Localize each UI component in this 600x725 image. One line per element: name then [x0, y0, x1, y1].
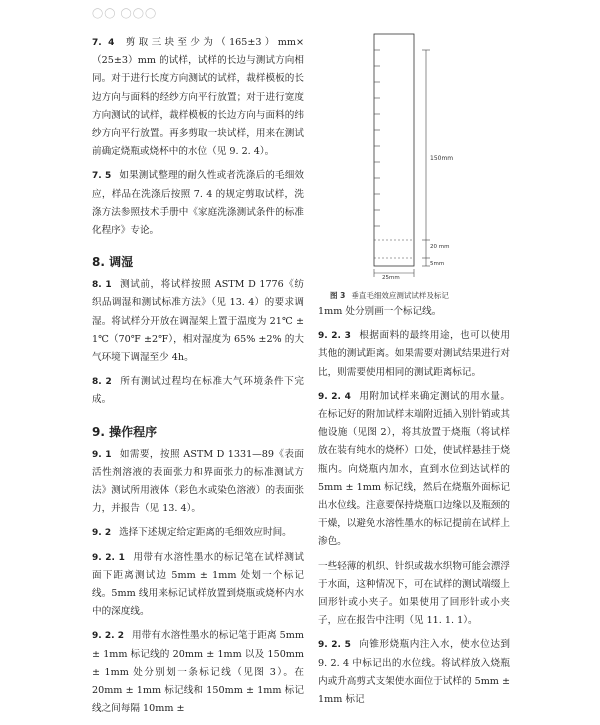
figure-caption-text: 垂直毛细效应测试试样及标记 — [351, 291, 449, 300]
clause-text: 所有测试过程均在标准大气环境条件下完成。 — [92, 376, 305, 406]
clause-number: 9. 2 — [92, 528, 112, 539]
left-column — [92, 34, 304, 725]
clause-number: 9. 2. 4 — [318, 391, 351, 402]
clause-text: 剪取三块至少为（165±3）mm×（25±3）mm 的试样，试样的长边与测试方向相同。对于进行长度方向测试的试样，裁样模板的长边方向与面料的经纱方向平行放置；对于进行宽度方向测试的试样，裁样模板的长边方向与面料的纬纱方向平行放置。再多剪取一块试样，用来在测试前确定烧瓶或烧杯中的水位（见 9. 2. 4）。 — [92, 37, 305, 158]
specimen-figure — [330, 30, 506, 280]
paragraph-9-2-4-note: 一些轻薄的机织、针织或裁水织物可能会漂浮于水面，这种情况下，可在试样的测试端缀上回形针或小夹子。如果使用了回形针或小夹子，应在报告中注明（见 11. 1. 1）。 — [318, 560, 510, 627]
clause-number: 9. 2. 1 — [92, 552, 125, 563]
paragraph-9-2-2-continued: 1mm 处分别画一个标记线。 — [318, 306, 442, 317]
clause-text: 用带有水溶性墨水的标记笔于距离 5mm ± 1mm 标记线的 20mm ± 1mm 以及 150mm ± 1mm 处分别划一条标记线（见图 3）。在 20mm ± 1mm 标记线和 150mm ± 1mm 标记线之间每隔 10mm ± — [92, 630, 304, 715]
clause-number: 9. 2. 3 — [318, 331, 351, 342]
dimension-label-150: 150mm — [430, 155, 454, 162]
figure-number: 图 3 — [330, 291, 346, 300]
right-column — [318, 303, 510, 715]
clause-text: 如需要，按照 ASTM D 1331—89《表面活性剂溶液的表面张力和界面张力的标准测试方法》测试所用液体（彩色水或染色溶液）的表面张力，并报告（见 13. 4）。 — [92, 448, 305, 515]
dimension-label-20: 20 mm — [430, 244, 450, 250]
clause-number: 7. 4 — [92, 38, 115, 48]
clause-text: 用带有水溶性墨水的标记笔在试样测试面下距离测试边 5mm ± 1mm 处划一个标记线。5mm 线用来标记试样放置到烧瓶或烧杯内水中的深度线。 — [92, 551, 304, 618]
figure-caption — [330, 290, 510, 301]
paragraph-7-4 — [92, 34, 304, 161]
running-header: ◯◯ ◯◯◯ — [92, 8, 158, 19]
dimension-label-25: 25mm — [382, 275, 400, 280]
paragraph-9-2-4 — [318, 388, 510, 552]
section-heading-conditioning: 8. 调湿 — [92, 255, 134, 270]
clause-number: 8. 1 — [92, 280, 112, 291]
paragraph-8-1 — [92, 276, 304, 367]
paragraph-9-2 — [92, 524, 304, 542]
clause-number: 9. 2. 2 — [92, 631, 124, 642]
paragraph-7-5 — [92, 167, 304, 240]
section-heading-procedure: 9. 操作程序 — [92, 424, 158, 439]
clause-text: 测试前，将试样按照 ASTM D 1776《纺织品调湿和测试标准方法》（见 13. 4）的要求调湿。将试样分开放在调湿架上置于温度为 21℃ ± 1℃（70℉ ±2℉），相对湿度为 65% ±2% 的大气环境下调湿至少 4h。 — [92, 279, 304, 364]
specimen-diagram — [330, 30, 506, 280]
clause-number: 7. 5 — [92, 171, 112, 182]
clause-number: 9. 1 — [92, 449, 112, 460]
paragraph-9-2-5 — [318, 636, 510, 709]
specimen-strip — [374, 34, 414, 266]
paragraph-8-2 — [92, 373, 304, 409]
paragraph-9-1 — [92, 446, 304, 519]
clause-number: 9. 2. 5 — [318, 640, 351, 651]
clause-text: 如果测试整理的耐久性或者洗涤后的毛细效应，样品在洗涤后按照 7. 4 的规定剪取试样，洗涤方法参照技术手册中《家庭洗涤测试条件的标准化程序》专论。 — [92, 170, 305, 237]
paragraph-9-2-3 — [318, 327, 510, 382]
clause-text: 向锥形烧瓶内注入水，使水位达到 9. 2. 4 中标记出的水位线。将试样放入烧瓶内或升高剪式支架使水面位于试样的 5mm ± 1mm 标记 — [318, 639, 510, 706]
paragraph-9-2-2 — [92, 627, 304, 718]
dimension-label-5: 5mm — [430, 261, 445, 267]
clause-text: 选择下述规定给定距离的毛细效应时间。 — [119, 527, 292, 539]
clause-text: 用附加试样来确定测试的用水量。在标记好的附加试样末端附近插入别针销或其他设施（见图 2），将其放置于烧瓶（将试样放在装有纯水的烧杯）口处，使试样悬挂于烧瓶内。向烧瓶内加水，直到水位到达试样的 5mm ± 1mm 标记线，然后在烧瓶外面标记出水位线。注意要保持烧瓶口边缘以及瓶颈的干燥，以避免水溶性墨水的标记提前在试样上渗色。 — [318, 390, 510, 548]
clause-text: 根据面料的最终用途，也可以使用其他的测试距离。如果需要对测试结果进行对比，则需要使用相同的测试距离标记。 — [318, 330, 510, 378]
paragraph-9-2-1 — [92, 549, 304, 622]
clause-number: 8. 2 — [92, 377, 112, 388]
